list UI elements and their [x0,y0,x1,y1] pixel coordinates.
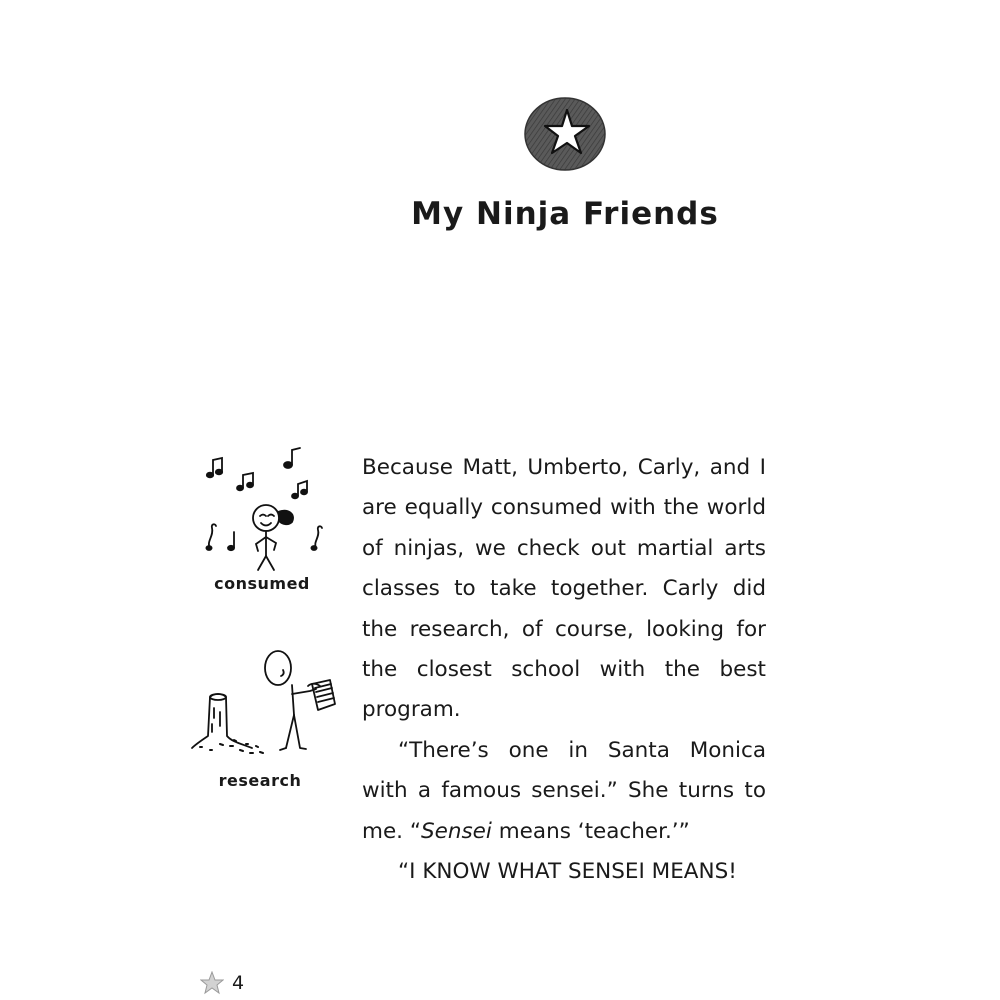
page-number: 4 [232,972,245,994]
star-badge-icon [523,96,607,172]
sidebar-caption-consumed: consumed [214,574,310,593]
text-line [362,812,766,852]
text-line: of ninjas, we check out martial arts [362,535,766,561]
text-line: with a famous sensei.” She turns to [362,778,766,804]
text-line: the research, of course, looking for [362,616,766,642]
text-line: “There’s one in Santa Monica [398,737,766,763]
text-line: classes to take together. Carly did [362,576,766,602]
text-line: “I KNOW WHAT SENSEI MEANS! [398,859,737,885]
star-icon [200,971,224,995]
dancing-kid-music-notes-illustration [198,444,328,579]
music-note-icon [207,458,222,477]
text-line: are equally consumed with the world [362,495,766,521]
sidebar-caption-research: research [218,771,302,790]
text-span: me. “ [362,818,421,844]
text-line: program. [362,697,461,723]
chapter-title: My Ninja Friends [411,196,719,232]
text-line: Because Matt, Umberto, Carly, and I [362,455,766,480]
text-line: the closest school with the best [362,657,766,683]
text-span: means ‘teacher.’” [491,818,690,844]
body-text [362,448,766,892]
kid-reading-by-tree-stump-illustration [190,640,340,765]
page-footer [200,970,244,996]
italic-word: Sensei [420,818,492,844]
